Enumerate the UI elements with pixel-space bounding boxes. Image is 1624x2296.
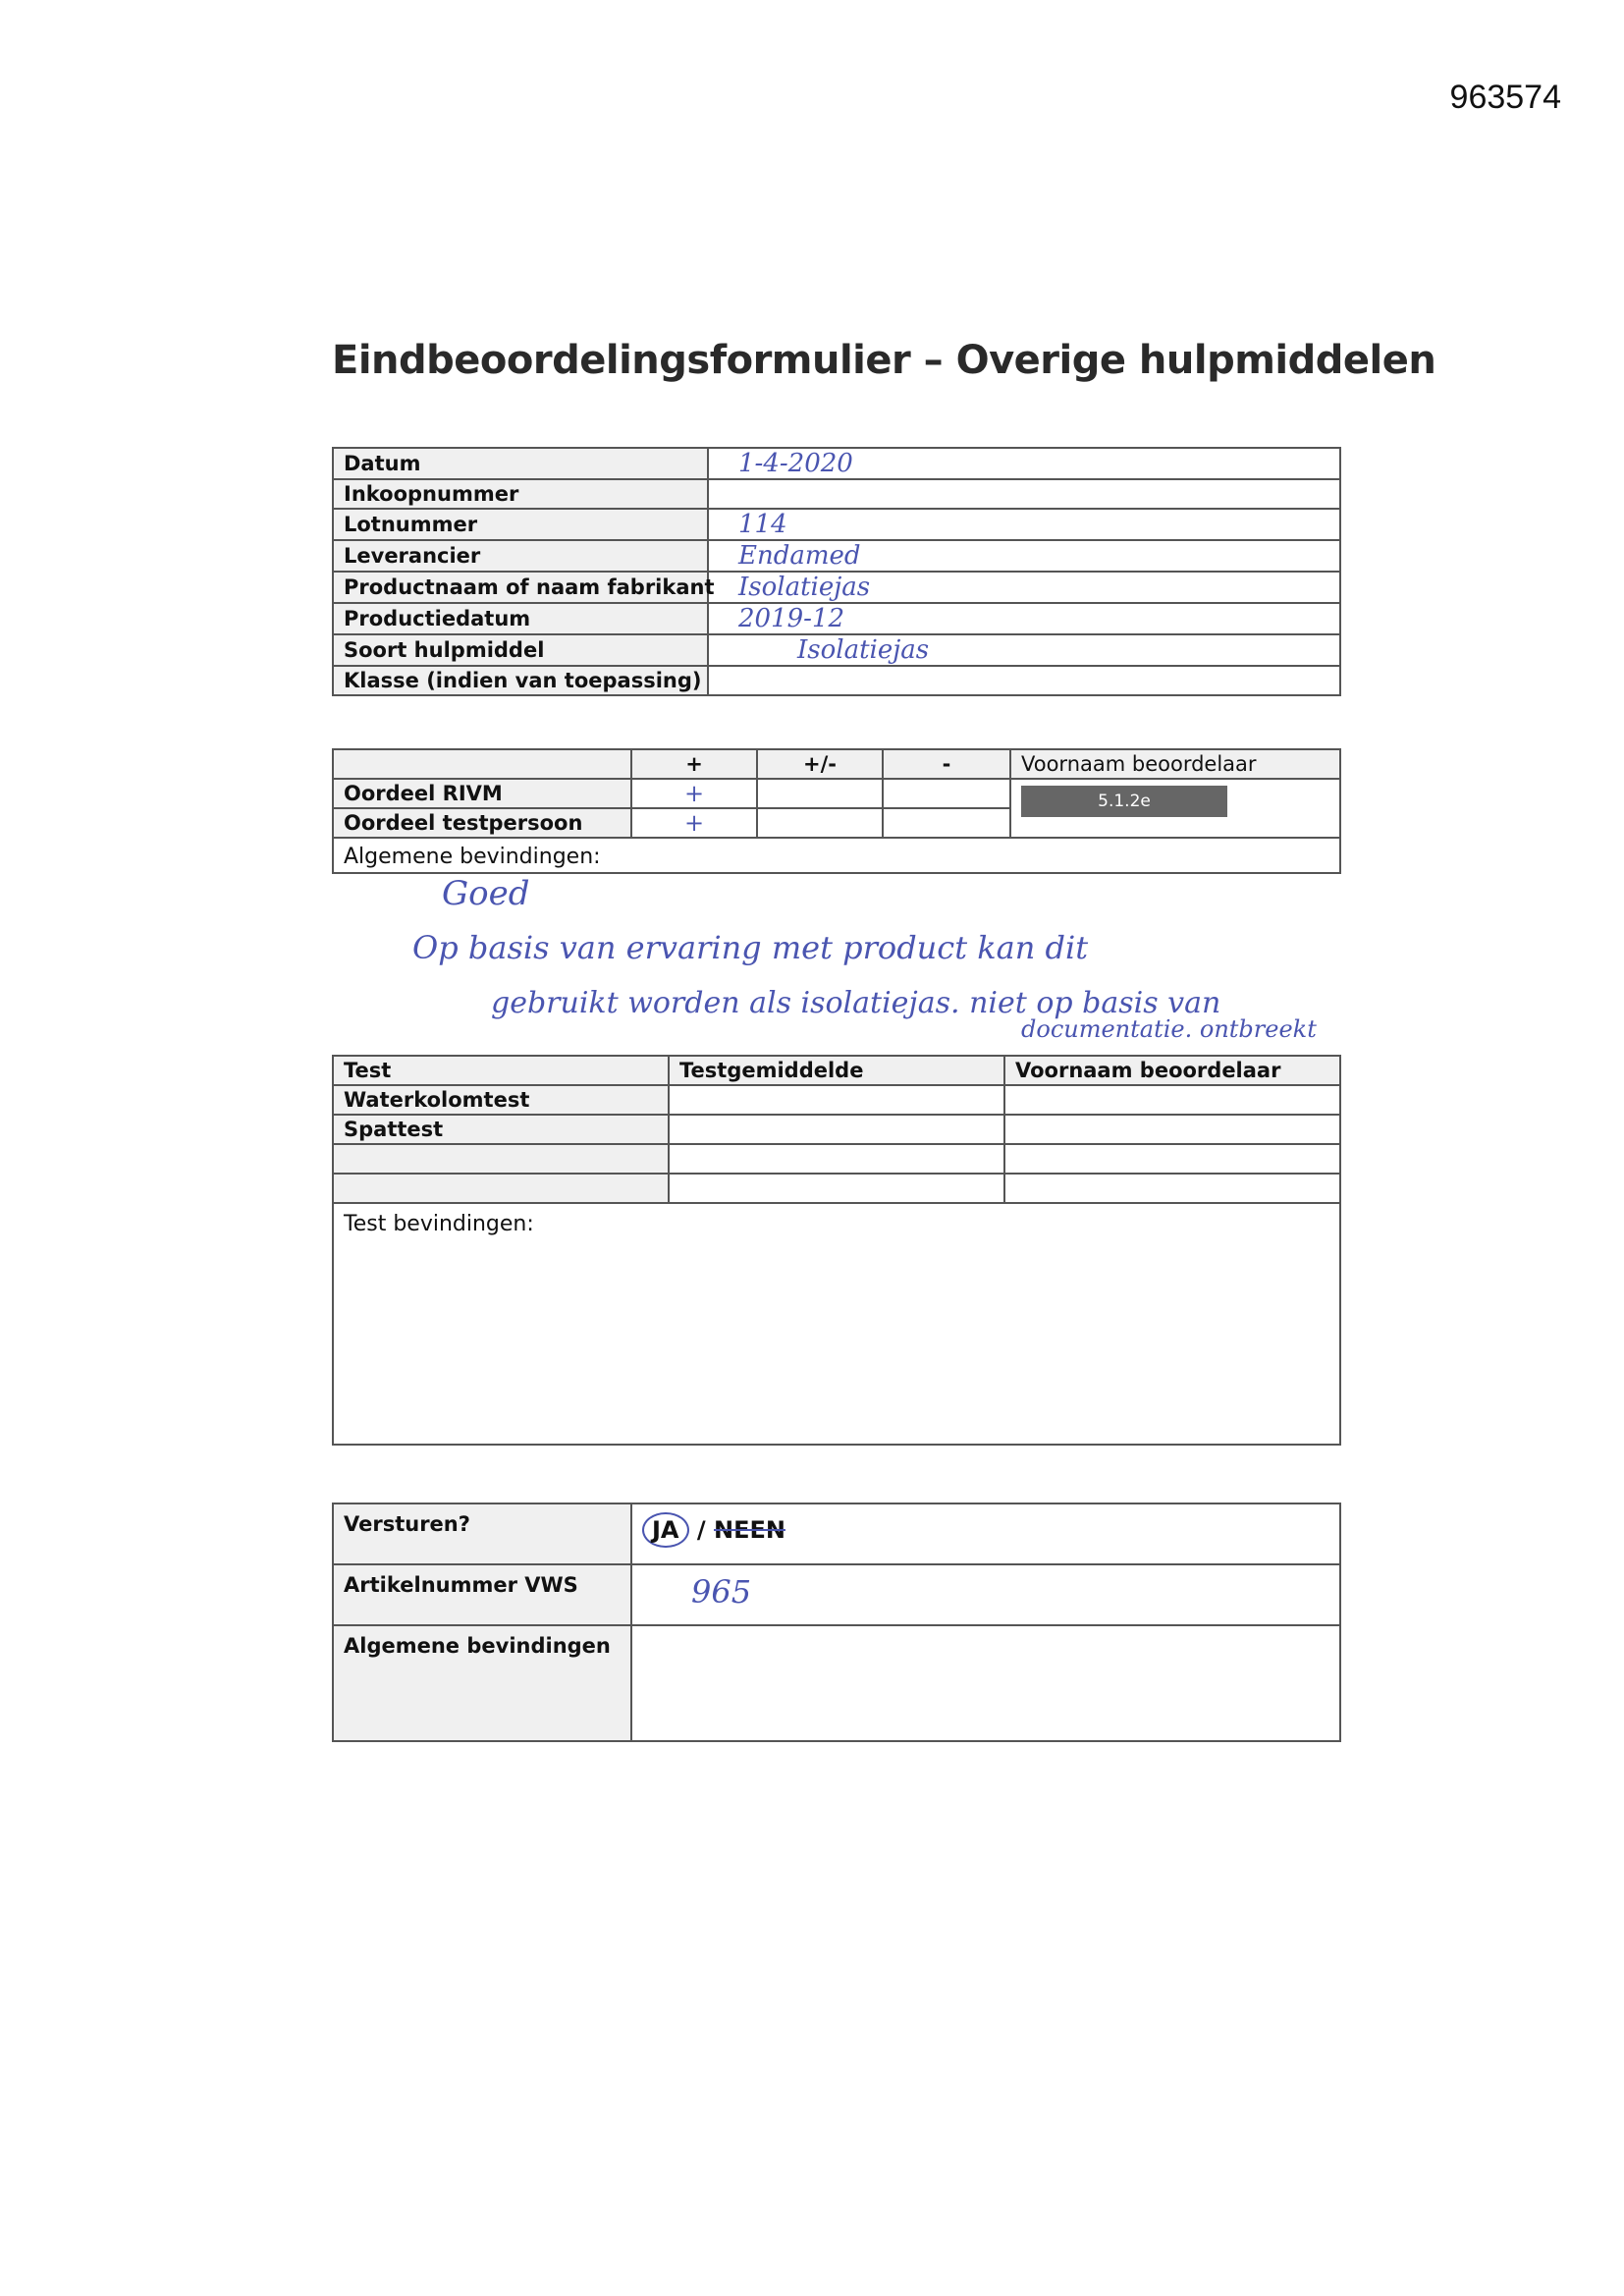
test-name: Spattest <box>333 1115 669 1144</box>
header-test-average: Testgemiddelde <box>669 1056 1004 1085</box>
info-value: 1-4-2020 <box>708 448 1340 479</box>
table-row <box>333 634 1340 666</box>
table-row <box>333 448 1340 479</box>
rivm-minus <box>883 779 1010 808</box>
header-minus: - <box>883 749 1010 779</box>
send-row-artikel <box>333 1564 1340 1625</box>
test-findings-cell <box>333 1203 1340 1445</box>
send-findings-value <box>631 1625 1340 1741</box>
test-name: Waterkolomtest <box>333 1085 669 1115</box>
test-name <box>333 1174 669 1203</box>
header-plus-minus: +/- <box>757 749 883 779</box>
neen-struck: NEEN <box>714 1516 785 1544</box>
assessor-cell <box>1010 779 1340 838</box>
table-row <box>333 603 1340 634</box>
row-label: Oordeel RIVM <box>333 779 631 808</box>
test-findings-label: Test bevindingen: <box>344 1212 534 1236</box>
versturen-value <box>631 1503 1340 1564</box>
info-value: 114 <box>708 509 1340 540</box>
row-label: Artikelnummer VWS <box>333 1564 631 1625</box>
info-value: 2019-12 <box>708 603 1340 634</box>
send-table <box>332 1503 1341 1742</box>
rating-table <box>332 748 1341 1043</box>
info-label: Productiedatum <box>333 603 708 634</box>
testperson-plus: + <box>631 808 757 838</box>
row-label: Oordeel testpersoon <box>333 808 631 838</box>
send-row-findings <box>333 1625 1340 1741</box>
handwriting-line-1: Goed <box>442 874 530 913</box>
info-label: Productnaam of naam fabrikant <box>333 572 708 603</box>
table-row <box>333 1144 1340 1174</box>
rating-header-row <box>333 749 1340 779</box>
artikel-value: 965 <box>631 1564 1340 1625</box>
handwriting-line-2: Op basis van ervaring met product kan dit <box>412 929 1089 966</box>
rivm-plus: + <box>631 779 757 808</box>
rating-row-rivm <box>333 779 1340 808</box>
testperson-mid <box>757 808 883 838</box>
info-label: Soort hulpmiddel <box>333 634 708 666</box>
tests-header-row <box>333 1056 1340 1085</box>
info-value: Isolatiejas <box>708 634 1340 666</box>
redaction-box: 5.1.2e <box>1021 786 1227 817</box>
info-value: Isolatiejas <box>708 572 1340 603</box>
rivm-mid <box>757 779 883 808</box>
table-row <box>333 666 1340 695</box>
tests-table <box>332 1055 1341 1446</box>
handwriting-line-4: documentatie. ontbreekt <box>1021 1015 1317 1043</box>
handwriting-line-3: gebruikt worden als isolatiejas. niet op basis van <box>491 986 1221 1020</box>
info-value <box>708 666 1340 695</box>
send-row-versturen <box>333 1503 1340 1564</box>
row-label: Versturen? <box>333 1503 631 1564</box>
info-label: Datum <box>333 448 708 479</box>
table-row <box>333 1115 1340 1144</box>
info-label: Leverancier <box>333 540 708 572</box>
general-findings-label: Algemene bevindingen: <box>344 845 601 869</box>
info-value <box>708 479 1340 509</box>
table-row <box>333 509 1340 540</box>
product-info-table <box>332 447 1341 696</box>
info-label: Klasse (indien van toepassing) <box>333 666 708 695</box>
header-test-assessor: Voornaam beoordelaar <box>1004 1056 1340 1085</box>
test-name <box>333 1144 669 1174</box>
test-findings-row <box>333 1203 1340 1445</box>
header-plus: + <box>631 749 757 779</box>
row-label: Algemene bevindingen <box>333 1625 631 1741</box>
info-value: Endamed <box>708 540 1340 572</box>
findings-row <box>333 838 1340 873</box>
table-row <box>333 540 1340 572</box>
table-row <box>333 1174 1340 1203</box>
info-label: Lotnummer <box>333 509 708 540</box>
info-label: Inkoopnummer <box>333 479 708 509</box>
document-id: 963574 <box>1449 79 1561 116</box>
ja-circled: JA <box>642 1512 689 1548</box>
table-row <box>333 572 1340 603</box>
form-title: Eindbeoordelingsformulier – Overige hulpmiddelen <box>332 338 1436 383</box>
rating-corner <box>333 749 631 779</box>
separator: / <box>696 1516 706 1544</box>
header-test: Test <box>333 1056 669 1085</box>
table-row <box>333 479 1340 509</box>
header-assessor: Voornaam beoordelaar <box>1010 749 1340 779</box>
testperson-minus <box>883 808 1010 838</box>
table-row <box>333 1085 1340 1115</box>
general-findings-cell <box>333 838 1340 1043</box>
